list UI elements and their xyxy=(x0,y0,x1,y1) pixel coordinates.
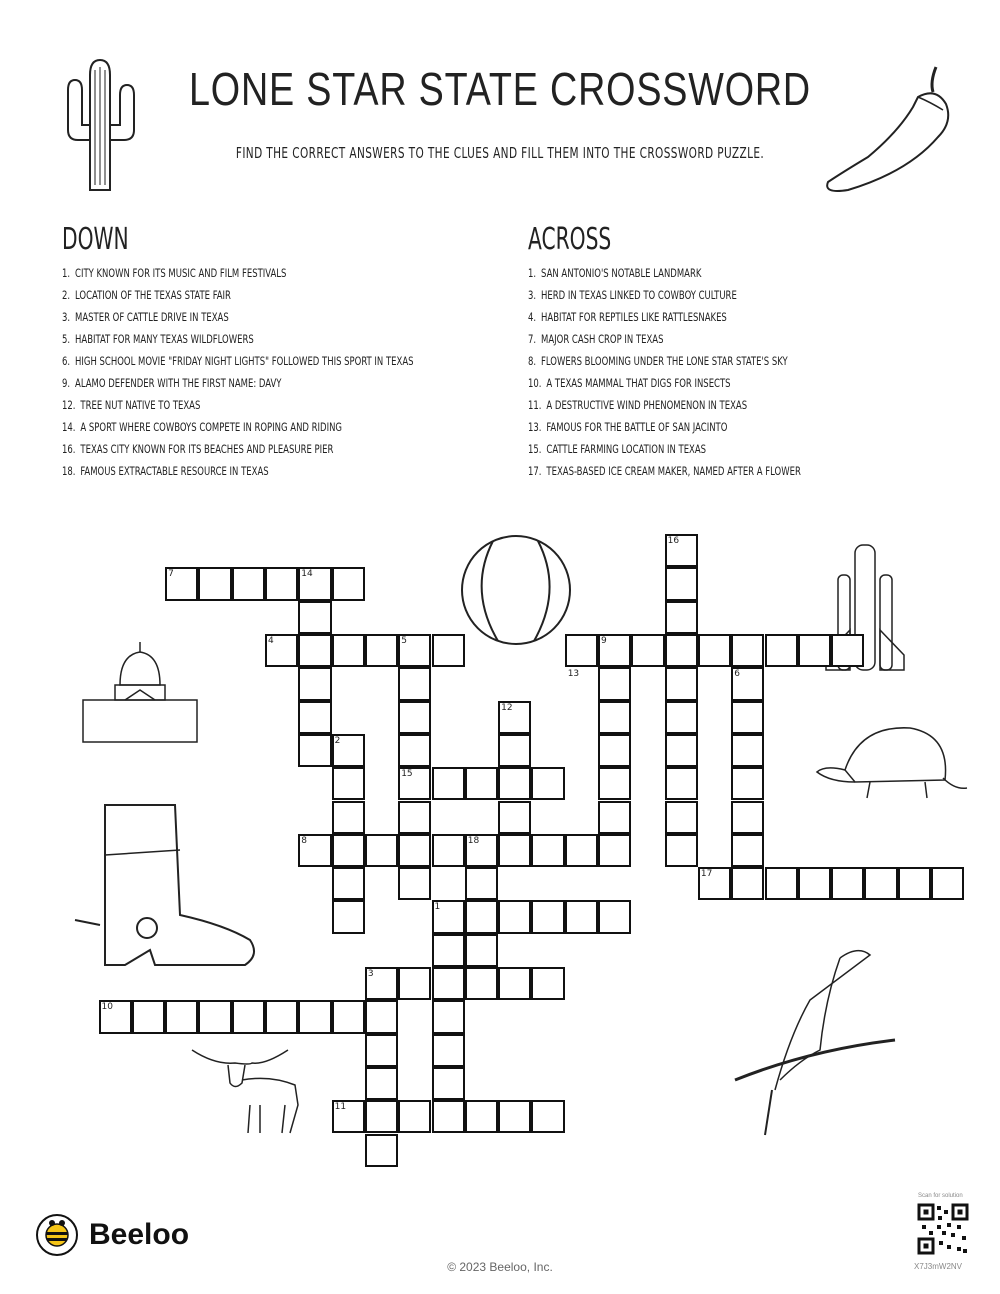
crossword-cell[interactable] xyxy=(398,867,431,900)
crossword-cell[interactable] xyxy=(598,801,631,834)
crossword-cell[interactable] xyxy=(598,634,631,667)
crossword-cell[interactable] xyxy=(565,634,598,667)
brand-logo xyxy=(35,1213,189,1257)
crossword-cell[interactable] xyxy=(531,900,564,933)
crossword-cell[interactable] xyxy=(465,867,498,900)
crossword-cell[interactable] xyxy=(432,1067,465,1100)
crossword-cell[interactable] xyxy=(365,1034,398,1067)
crossword-cell[interactable] xyxy=(498,767,531,800)
crossword-cell[interactable] xyxy=(465,834,498,867)
clue-number-label: 4 xyxy=(268,636,274,646)
crossword-cell[interactable] xyxy=(598,767,631,800)
crossword-cell[interactable] xyxy=(765,867,798,900)
down-clue: 5. HABITAT FOR MANY TEXAS WILDFLOWERS xyxy=(62,332,254,346)
down-heading: DOWN xyxy=(62,222,129,257)
crossword-cell[interactable] xyxy=(665,734,698,767)
clue-number-label: 7 xyxy=(168,569,174,580)
clue-number-label: 8 xyxy=(301,835,308,846)
crossword-cell[interactable] xyxy=(665,801,698,834)
crossword-cell[interactable] xyxy=(465,967,498,1000)
crossword-cell[interactable] xyxy=(365,634,398,667)
crossword-cell[interactable] xyxy=(698,867,731,900)
clue-number-label: 13 xyxy=(567,669,580,680)
across-clue: 8. FLOWERS BLOOMING UNDER THE LONE STAR STATE'S SKY xyxy=(528,354,788,368)
across-clue: 10. A TEXAS MAMMAL THAT DIGS FOR INSECTS xyxy=(528,376,731,390)
crossword-cell[interactable] xyxy=(398,767,431,800)
crossword-cell[interactable] xyxy=(531,967,564,1000)
crossword-cell[interactable] xyxy=(665,534,698,567)
crossword-cell[interactable] xyxy=(598,734,631,767)
crossword-cell[interactable] xyxy=(432,967,465,1000)
qr-label: Scan for solution xyxy=(918,1193,963,1199)
crossword-cell[interactable] xyxy=(298,734,331,767)
crossword-cell[interactable] xyxy=(298,701,331,734)
crossword-cell[interactable] xyxy=(864,867,897,900)
crossword-cell[interactable] xyxy=(398,967,431,1000)
down-clue: 1. CITY KNOWN FOR ITS MUSIC AND FILM FESTIVALS xyxy=(62,266,287,280)
crossword-cell[interactable] xyxy=(365,834,398,867)
crossword-cell[interactable] xyxy=(298,601,331,634)
down-clue: 2. LOCATION OF THE TEXAS STATE FAIR xyxy=(62,288,231,302)
instructions: FIND THE CORRECT ANSWERS TO THE CLUES AND FILL THEM INTO THE CROSSWORD PUZZLE. xyxy=(235,144,765,162)
page-title: LONE STAR STATE CROSSWORD xyxy=(189,63,811,115)
across-clue: 11. A DESTRUCTIVE WIND PHENOMENON IN TEXAS xyxy=(528,398,748,412)
crossword-cell[interactable] xyxy=(898,867,931,900)
clue-number-label: 2 xyxy=(334,735,341,746)
crossword-cell[interactable] xyxy=(99,1000,132,1033)
across-clue: 13. FAMOUS FOR THE BATTLE OF SAN JACINTO xyxy=(528,420,728,434)
clue-number-label: 12 xyxy=(501,702,513,713)
crossword-cell[interactable] xyxy=(398,701,431,734)
across-clue: 4. HABITAT FOR REPTILES LIKE RATTLESNAKES xyxy=(528,310,727,324)
crossword-cell[interactable] xyxy=(432,900,465,933)
crossword-cell[interactable] xyxy=(731,634,764,667)
clue-number-label: 17 xyxy=(700,869,713,880)
crossword-cell[interactable] xyxy=(332,734,365,767)
crossword-cell[interactable] xyxy=(132,1000,165,1033)
crossword-cell[interactable] xyxy=(665,667,698,700)
crossword-cell[interactable] xyxy=(365,1134,398,1167)
qr-code-icon[interactable] xyxy=(917,1203,969,1255)
crossword-cell[interactable] xyxy=(598,701,631,734)
crossword-cell[interactable] xyxy=(465,1100,498,1133)
crossword-cell[interactable] xyxy=(165,1000,198,1033)
crossword-cell[interactable] xyxy=(731,801,764,834)
crossword-cell[interactable] xyxy=(432,1034,465,1067)
crossword-cell[interactable] xyxy=(198,567,231,600)
crossword-cell[interactable] xyxy=(365,1067,398,1100)
crossword-cell[interactable] xyxy=(198,1000,231,1033)
crossword-cell[interactable] xyxy=(432,834,465,867)
crossword-cell[interactable] xyxy=(665,767,698,800)
crossword-cell[interactable] xyxy=(365,1000,398,1033)
clue-number-label: 18 xyxy=(467,835,480,846)
crossword-cell[interactable] xyxy=(398,801,431,834)
crossword-cell[interactable] xyxy=(498,900,531,933)
crossword-cell[interactable] xyxy=(765,634,798,667)
crossword-cell[interactable] xyxy=(731,767,764,800)
down-clue: 9. ALAMO DEFENDER WITH THE FIRST NAME: DAVY xyxy=(62,376,282,390)
crossword-cell[interactable] xyxy=(465,934,498,967)
crossword-cell[interactable] xyxy=(298,1000,331,1033)
crossword-cell[interactable] xyxy=(465,900,498,933)
crossword-cell[interactable] xyxy=(598,667,631,700)
crossword-cell[interactable] xyxy=(731,667,764,700)
crossword-cell[interactable] xyxy=(531,1100,564,1133)
crossword-cell[interactable] xyxy=(232,1000,265,1033)
crossword-cell[interactable] xyxy=(332,867,365,900)
crossword-cell[interactable] xyxy=(165,567,198,600)
crossword-cell[interactable] xyxy=(665,701,698,734)
crossword-cell[interactable] xyxy=(498,801,531,834)
crossword-cell[interactable] xyxy=(831,634,864,667)
crossword-cell[interactable] xyxy=(398,634,431,667)
crossword-cell[interactable] xyxy=(432,634,465,667)
crossword-cell[interactable] xyxy=(665,634,698,667)
crossword-cell[interactable] xyxy=(365,967,398,1000)
crossword-cell[interactable] xyxy=(631,634,664,667)
crossword-cell[interactable] xyxy=(332,900,365,933)
crossword-cell[interactable] xyxy=(498,701,531,734)
crossword-cell[interactable] xyxy=(798,634,831,667)
crossword-cell[interactable] xyxy=(831,867,864,900)
crossword-cell[interactable] xyxy=(265,1000,298,1033)
crossword-cell[interactable] xyxy=(598,900,631,933)
clue-number-label: 1 xyxy=(434,902,441,913)
clue-number-label: 16 xyxy=(667,536,680,547)
clue-number-label: 3 xyxy=(367,969,374,979)
across-heading: ACROSS xyxy=(528,222,612,257)
crossword-cell[interactable] xyxy=(665,834,698,867)
clue-number-label: 5 xyxy=(401,636,407,646)
crossword-cell[interactable] xyxy=(332,801,365,834)
clue-number-label: 6 xyxy=(734,669,740,680)
crossword-cell[interactable] xyxy=(731,734,764,767)
across-clue: 17. TEXAS-BASED ICE CREAM MAKER, NAMED AFTER A FLOWER xyxy=(528,464,801,478)
crossword-cell[interactable] xyxy=(432,934,465,967)
brand-name: Beeloo xyxy=(89,1218,190,1251)
crossword-cell[interactable] xyxy=(398,1100,431,1133)
down-clue: 14. A SPORT WHERE COWBOYS COMPETE IN ROPING AND RIDING xyxy=(62,420,343,434)
crossword-cell[interactable] xyxy=(298,634,331,667)
crossword-cell[interactable] xyxy=(531,767,564,800)
crossword-cell[interactable] xyxy=(731,867,764,900)
crossword-cell[interactable] xyxy=(731,834,764,867)
across-clue: 1. SAN ANTONIO'S NOTABLE LANDMARK xyxy=(528,266,702,280)
crossword-cell[interactable] xyxy=(365,1100,398,1133)
across-clue: 3. HERD IN TEXAS LINKED TO COWBOY CULTURE xyxy=(528,288,737,302)
crossword-cell[interactable] xyxy=(298,567,331,600)
down-clue: 6. HIGH SCHOOL MOVIE "FRIDAY NIGHT LIGHTS" FOLLOWED THIS SPORT IN TEXAS xyxy=(62,354,414,368)
crossword-cell[interactable] xyxy=(565,834,598,867)
down-clue: 18. FAMOUS EXTRACTABLE RESOURCE IN TEXAS xyxy=(62,464,269,478)
crossword-cell[interactable] xyxy=(398,834,431,867)
crossword-cell[interactable] xyxy=(265,567,298,600)
crossword-cell[interactable] xyxy=(731,701,764,734)
copyright: © 2023 Beeloo, Inc. xyxy=(447,1260,553,1274)
clue-number-label: 10 xyxy=(101,1002,113,1013)
crossword-cell[interactable] xyxy=(332,1000,365,1033)
crossword-cell[interactable] xyxy=(698,634,731,667)
crossword-cell[interactable] xyxy=(332,1100,365,1133)
crossword-cell[interactable] xyxy=(432,767,465,800)
crossword-cell[interactable] xyxy=(332,567,365,600)
across-clue: 7. MAJOR CASH CROP IN TEXAS xyxy=(528,332,664,346)
crossword-cell[interactable] xyxy=(665,567,698,600)
crossword-cell[interactable] xyxy=(498,734,531,767)
clue-number-label: 11 xyxy=(334,1102,347,1113)
clue-number-label: 9 xyxy=(601,636,607,646)
crossword-cell[interactable] xyxy=(798,867,831,900)
crossword-cell[interactable] xyxy=(565,900,598,933)
crossword-cell[interactable] xyxy=(432,1100,465,1133)
crossword-cell[interactable] xyxy=(398,667,431,700)
crossword-cell[interactable] xyxy=(531,834,564,867)
crossword-cell[interactable] xyxy=(232,567,265,600)
down-clue: 16. TEXAS CITY KNOWN FOR ITS BEACHES AND PLEASURE PIER xyxy=(62,442,334,456)
bee-icon xyxy=(35,1213,79,1257)
crossword-cell[interactable] xyxy=(465,767,498,800)
crossword-cell[interactable] xyxy=(332,767,365,800)
crossword-cell[interactable] xyxy=(432,1000,465,1033)
crossword-cell[interactable] xyxy=(665,601,698,634)
crossword-cell[interactable] xyxy=(332,634,365,667)
across-clue: 15. CATTLE FARMING LOCATION IN TEXAS xyxy=(528,442,707,456)
clue-number-label: 14 xyxy=(301,569,313,580)
qr-code-id: X7J3mW2NV xyxy=(914,1262,963,1271)
crossword-cell[interactable] xyxy=(398,734,431,767)
clue-number-label: 15 xyxy=(401,769,413,780)
crossword-cell[interactable] xyxy=(931,867,964,900)
down-clue: 12. TREE NUT NATIVE TO TEXAS xyxy=(62,398,201,412)
crossword-cell[interactable] xyxy=(298,834,331,867)
crossword-cell[interactable] xyxy=(332,834,365,867)
crossword-cell[interactable] xyxy=(498,1100,531,1133)
down-clue: 3. MASTER OF CATTLE DRIVE IN TEXAS xyxy=(62,310,229,324)
crossword-cell[interactable] xyxy=(498,967,531,1000)
crossword-cell[interactable] xyxy=(265,634,298,667)
crossword-cell[interactable] xyxy=(298,667,331,700)
crossword-cell[interactable] xyxy=(498,834,531,867)
crossword-cell[interactable] xyxy=(598,834,631,867)
